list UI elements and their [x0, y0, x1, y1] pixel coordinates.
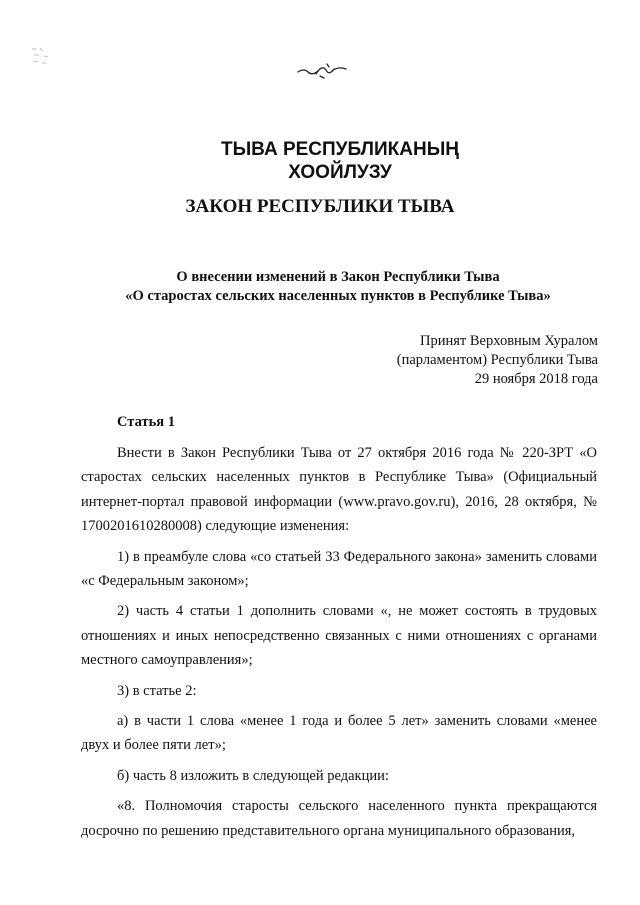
title-tuvan-line1: ТЫВА РЕСПУБЛИКАНЫҢ	[220, 139, 460, 160]
corner-marks-icon	[30, 46, 58, 68]
paragraph-item-2: 2) часть 4 статьи 1 дополнить словами «, не может состоять в трудовых отношениях и иных непосредственно связанных с ними отношениях с органами местного самоуправления»;	[81, 603, 597, 669]
adoption-note	[397, 332, 598, 389]
adoption-date: 29 ноября 2018 года	[474, 371, 598, 387]
paragraph-item-3: 3) в статье 2:	[117, 682, 197, 699]
article-body	[81, 441, 597, 849]
law-subject-line1: О внесении изменений в Закон Республики Тыва	[176, 269, 500, 285]
adoption-line2: (парламентом) Республики Тыва	[396, 352, 598, 368]
law-subject	[0, 268, 640, 306]
paragraph-item-3b: б) часть 8 изложить в следующей редакции:	[117, 767, 389, 784]
title-tuvan	[0, 138, 640, 184]
paragraph-intro: Внести в Закон Республики Тыва от 27 октября 2016 года № 220-ЗРТ «О старостах сельских населенных пунктов в Республике Тыва» (Официальный интернет-портал правовой информации (www.pravo.gov.ru), 2016, 28 октября, № 1700201610280008) следующие изменения:	[81, 445, 597, 535]
law-subject-line2: «О старостах сельских населенных пунктов в Республике Тыва»	[125, 288, 551, 304]
article-heading: Статья 1	[117, 414, 175, 430]
paragraph-item-3a: а) в части 1 слова «менее 1 года и более 5 лет» заменить словами «менее двух и более пяти лет»;	[81, 713, 597, 754]
paragraph-item-1: 1) в преамбуле слова «со статьей 33 Федерального закона» заменить словами «с Федеральным законом»;	[81, 548, 597, 590]
signature-mark-icon	[296, 60, 348, 82]
paragraph-quote-8: «8. Полномочия старосты сельского населенного пункта прекращаются досрочно по решению представительного органа муниципального образования,	[81, 798, 597, 839]
title-tuvan-line2: ХООЙЛУЗУ	[288, 162, 392, 183]
title-russian: ЗАКОН РЕСПУБЛИКИ ТЫВА	[185, 196, 455, 217]
adoption-line1: Принят Верховным Хуралом	[420, 333, 598, 349]
